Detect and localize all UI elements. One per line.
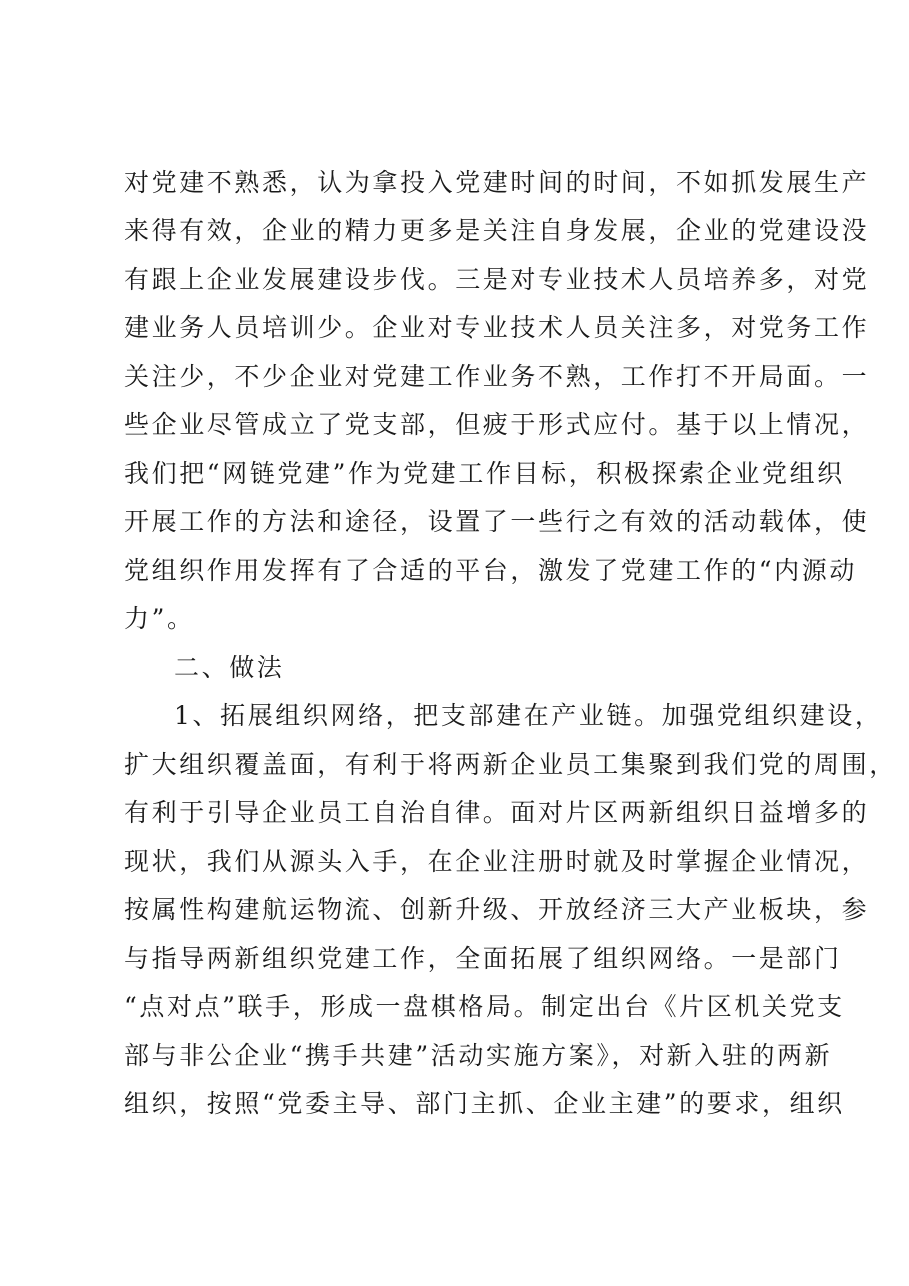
body-text-line: 部与非公企业“携手共建”活动实施方案》，对新入驻的两新 <box>124 1041 833 1070</box>
body-text-line: 与指导两新组织党建工作，全面拓展了组织网络。一是部门 <box>124 944 842 973</box>
body-text-line: 对党建不熟悉，认为拿投入党建时间的时间，不如抓发展生产 <box>124 168 870 197</box>
body-text-line: 有跟上企业发展建设步伐。三是对专业技术人员培养多，对党 <box>124 265 870 294</box>
body-text-line: 按属性构建航运物流、创新升级、开放经济三大产业板块，参 <box>124 895 870 924</box>
section-heading: 二、做法 <box>174 653 285 682</box>
body-text-line: 有利于引导企业员工自治自律。面对片区两新组织日益增多的 <box>124 798 870 827</box>
body-text-line: 建业务人员培训少。企业对专业技术人员关注多，对党务工作 <box>124 313 870 342</box>
body-text-line: 扩大组织覆盖面，有利于将两新企业员工集聚到我们党的周围， <box>124 750 897 779</box>
body-text-line: 关注少，不少企业对党建工作业务不熟，工作打不开局面。一 <box>124 362 870 391</box>
body-text-line: 现状，我们从源头入手，在企业注册时就及时掌握企业情况， <box>124 847 870 876</box>
paragraph-first-line: 1、拓展组织网络，把支部建在产业链。加强党组织建设， <box>174 701 883 730</box>
body-text-line: 开展工作的方法和途径，设置了一些行之有效的活动载体，使 <box>124 507 870 536</box>
body-text-line: 党组织作用发挥有了合适的平台，激发了党建工作的“内源动 <box>124 556 857 585</box>
body-text-line: 些企业尽管成立了党支部，但疲于形式应付。基于以上情况， <box>124 410 870 439</box>
body-text-line: “点对点”联手，形成一盘棋格局。制定出台《片区机关党支 <box>124 992 845 1021</box>
body-text-line: 来得有效，企业的精力更多是关注自身发展，企业的党建设没 <box>124 216 870 245</box>
body-text-line: 组织，按照“党委主导、部门主抓、企业主建”的要求，组织 <box>124 1089 845 1118</box>
body-text-line: 我们把“网链党建”作为党建工作目标，积极探索企业党组织 <box>124 459 845 488</box>
body-text-line: 力”。 <box>124 604 195 633</box>
